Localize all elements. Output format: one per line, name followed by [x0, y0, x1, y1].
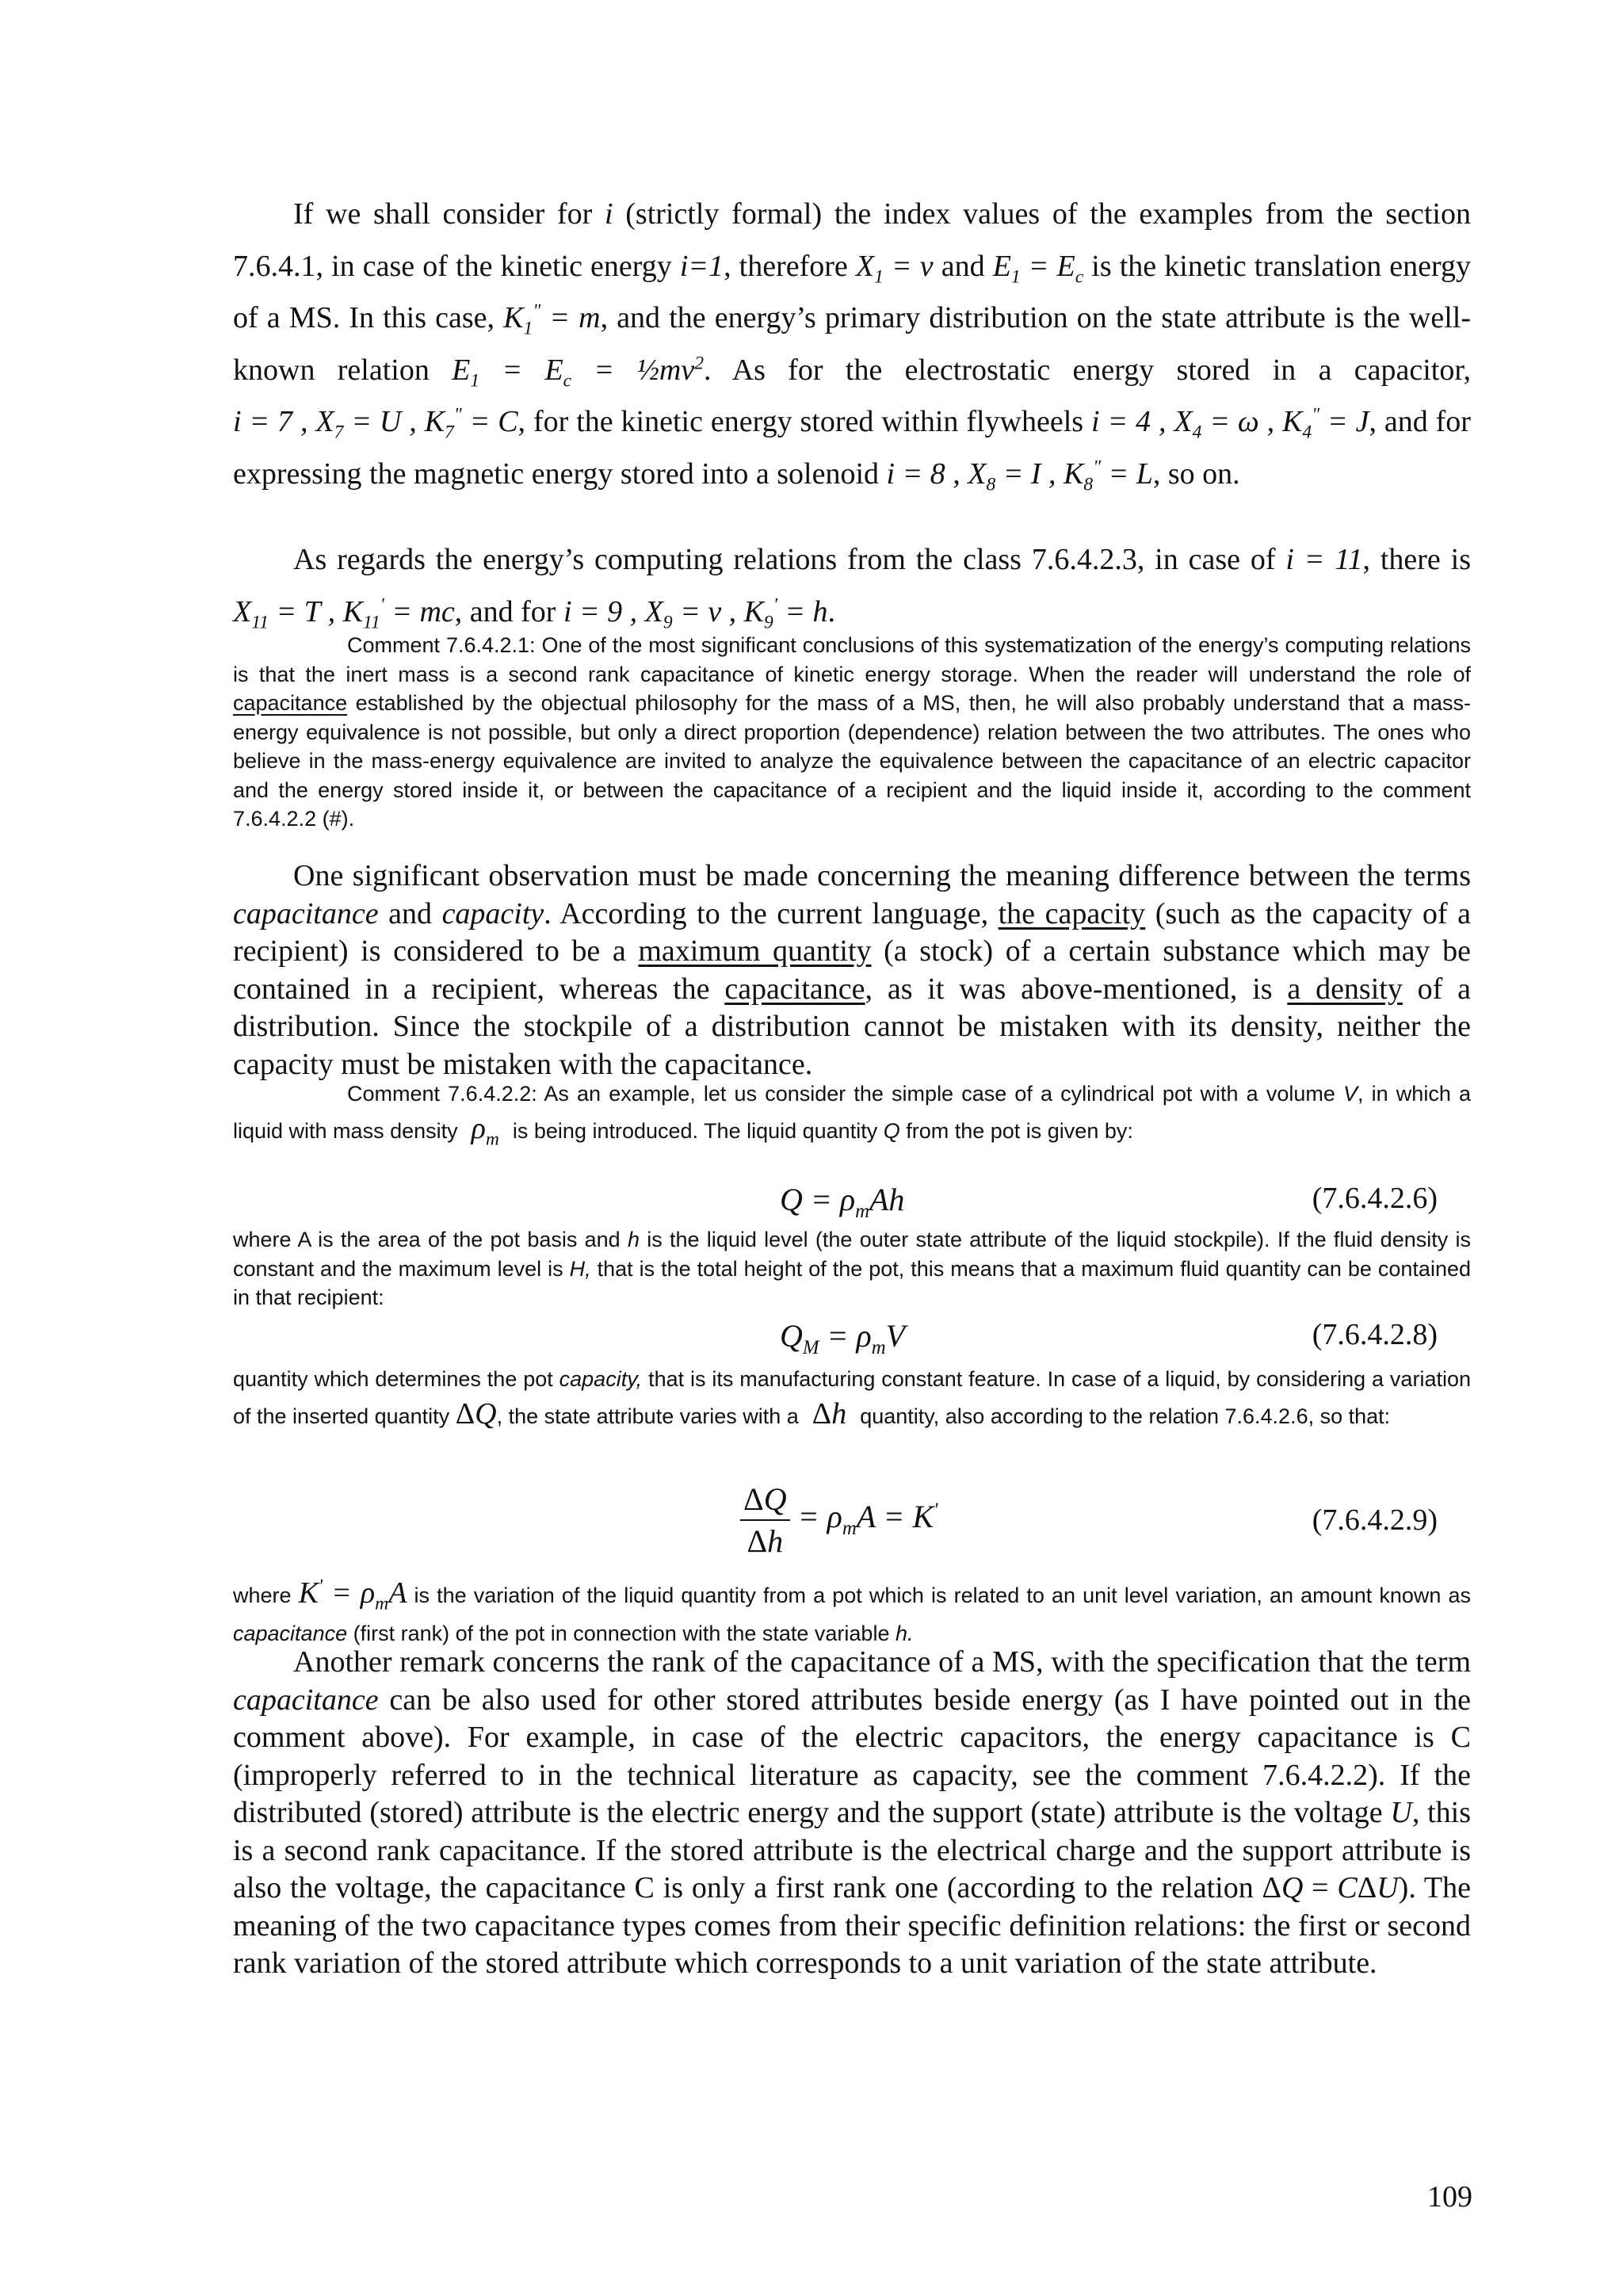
comment-7-6-4-2-2-text-1: where A is the area of the pot basis and h is the liquid level (the outer state attribute of the liquid stockpile). If the fluid density is constant and the maximum level is H, that is the total height of the pot, this means that a maximum fluid quantity can be contained in that recipient: — [233, 1228, 1471, 1309]
equation-7-6-4-2-6 — [233, 1181, 1438, 1221]
equation-expression: $Q_M = \rho_mV$ — [780, 1318, 906, 1358]
math-kinetic-energy: $E_1 = E_c$ = $\frac{1}{2}mv^2$ — [452, 352, 704, 392]
math-flywheel: i = 4 , $X_4 = \omega$ , $K_4^" = J$ — [1091, 404, 1369, 443]
paragraph-4: Another remark concerns the rank of the capacitance of a MS, with the specification that the term capacitance can be also used for other stored attributes beside energy (as I have pointed out in the comment above). For example, in case of the electric capacitors, the energy capacitance is C (improperly referred to in the technical literature as capacity, see the comment 7.6.4.2.2). If the distributed (stored) attribute is the electric energy and the support (state) attribute is the voltage U, this is a second rank capacitance. If the stored attribute is the electrical charge and the support attribute is also the voltage, the capacitance C is only a first rank one (according to the relation ΔQ = CΔU). The meaning of the two capacitance types comes from their specific definition relations: the first or second rank variation of the stored attribute which corresponds to a unit variation of the state attribute. — [233, 1645, 1472, 1980]
page-number: 109 — [1427, 2180, 1472, 2214]
math-i: i — [605, 197, 613, 231]
equation-7-6-4-2-9 — [233, 1480, 1438, 1560]
comment-7-6-4-2-2-text-3: where $K' = \rho_mA$ is the variation of the liquid quantity from a pot which is related to an unit level variation, an amount known as capacitance (first rank) of the pot in connection with the state variable h. — [233, 1576, 1472, 1645]
math-k-prime: $K' = \rho_mA$ — [298, 1576, 407, 1614]
equation-expression: $\frac{\Delta Q}{\Delta h}$ = $\rho_mA = K'$ — [740, 1480, 938, 1560]
math-k1-m: $K_1^" = m$ — [503, 300, 601, 339]
comment-7-6-4-2-1: Comment 7.6.4.2.1: One of the most significant conclusions of this systematization of the energy’s computing relations is that the inert mass is a second rank capacitance of kinetic energy storage. When the reader will understand the role of capacitance established by the objectual philosophy for the mass of a MS, then, he will also probably understand that a mass-energy equivalence is not possible, but only a direct proportion (dependence) relation between the two attributes. The ones who believe in the mass-energy equivalence are invited to analyze the equivalence between the capacitance of an electric capacitor and the energy stored inside it, or between the capacitance of a recipient and the liquid inside it, according to the comment 7.6.4.2.2 (#). — [233, 633, 1471, 831]
equation-number: (7.6.4.2.8) — [1312, 1318, 1438, 1351]
math-i-11: i = 11 — [1285, 543, 1363, 576]
comment-7-6-4-2-2-text-2: quantity which determines the pot capacity, that is its manufacturing constant feature. In case of a liquid, by considering a variation of the inserted quantity ΔQ, the state attribute varies with a Δh quantity, also according to the relation 7.6.4.2.6, so that: — [233, 1367, 1471, 1431]
math-i9: i = 9 , $X_9 = \nu$ , $K_9' = h$ — [563, 594, 828, 633]
math-x11-k11: $X_{11} = T$ , $K_{11}'$ = mc — [233, 594, 455, 633]
math-delta-q: ΔQ — [455, 1397, 497, 1431]
paragraph-3: One significant observation must be made concerning the meaning difference between the terms capacitance and capacity. According to the current language, the capacity (such as the capacity of a recipient) is considered to be a maximum quantity (a stock) of a certain substance which may be contained in a recipient, whereas the capacitance, as it was above-mentioned, is a density of a distribution. Since the stockpile of a distribution cannot be mistaken with its density, neither the capacity must be mistaken with the capacitance. — [233, 859, 1471, 1081]
equation-number: (7.6.4.2.9) — [1312, 1503, 1438, 1537]
math-charge-relation: ΔQ = CΔU — [1262, 1871, 1399, 1904]
math-solenoid: i = 8 , $X_8 = I$ , $K_8^" = L$ — [886, 456, 1153, 495]
comment-7-6-4-2-2-intro: Comment 7.6.4.2.2: As an example, let us consider the simple case of a cylindrical pot with a volume V, in which a liquid with mass density $\rho_m$ is being introduced. The liquid quantity Q from the pot is given by: — [233, 1082, 1471, 1150]
math-x1-v: $X_1 = v$ — [855, 249, 934, 288]
paragraph-2: As regards the energy’s computing relations from the class 7.6.4.2.3, in case of i = 11, there is $X_{11} = T$ , $K_{11}'$ = mc, and for i = 9 , $X_9 = \nu$ , $K_9' = h$. — [233, 543, 1471, 633]
math-capacitor: i = 7 , $X_7 = U$ , $K_7^" = C$ — [233, 404, 518, 443]
paragraph-1: If we shall consider for i (strictly formal) the index values of the examples from the section 7.6.4.1, in case of the kinetic energy i=1, therefore $X_1 = v$ and $E_1 = E_c$ is the kinetic translation energy of a MS. In this case, $K_1^" = m$, and the energy’s primary distribution on the state attribute is the well-known relation $E_1 = E_c$ = $\frac{1}{2}mv^2$. As for the electrostatic energy stored in a capacitor, i = 7 , $X_7 = U$ , $K_7^" = C$, for the kinetic energy stored within flywheels i = 4 , $X_4 = \omega$ , $K_4^" = J$, and for expressing the magnetic energy stored into a solenoid i = 8 , $X_8 = I$ , $K_8^" = L$, so on. — [233, 197, 1471, 495]
fraction: $\frac{\Delta Q}{\Delta h}$ — [740, 1480, 790, 1560]
equation-7-6-4-2-8 — [233, 1317, 1438, 1357]
math-e1-ec: $E_1 = E_c$ — [992, 249, 1084, 288]
math-i-equals-1: i=1 — [679, 249, 724, 283]
equation-number: (7.6.4.2.6) — [1312, 1182, 1438, 1215]
equation-expression: $Q = \rho_mAh$ — [780, 1182, 905, 1222]
math-rho-m: $\rho_m$ — [464, 1112, 499, 1150]
math-delta-h: Δh — [804, 1397, 847, 1431]
